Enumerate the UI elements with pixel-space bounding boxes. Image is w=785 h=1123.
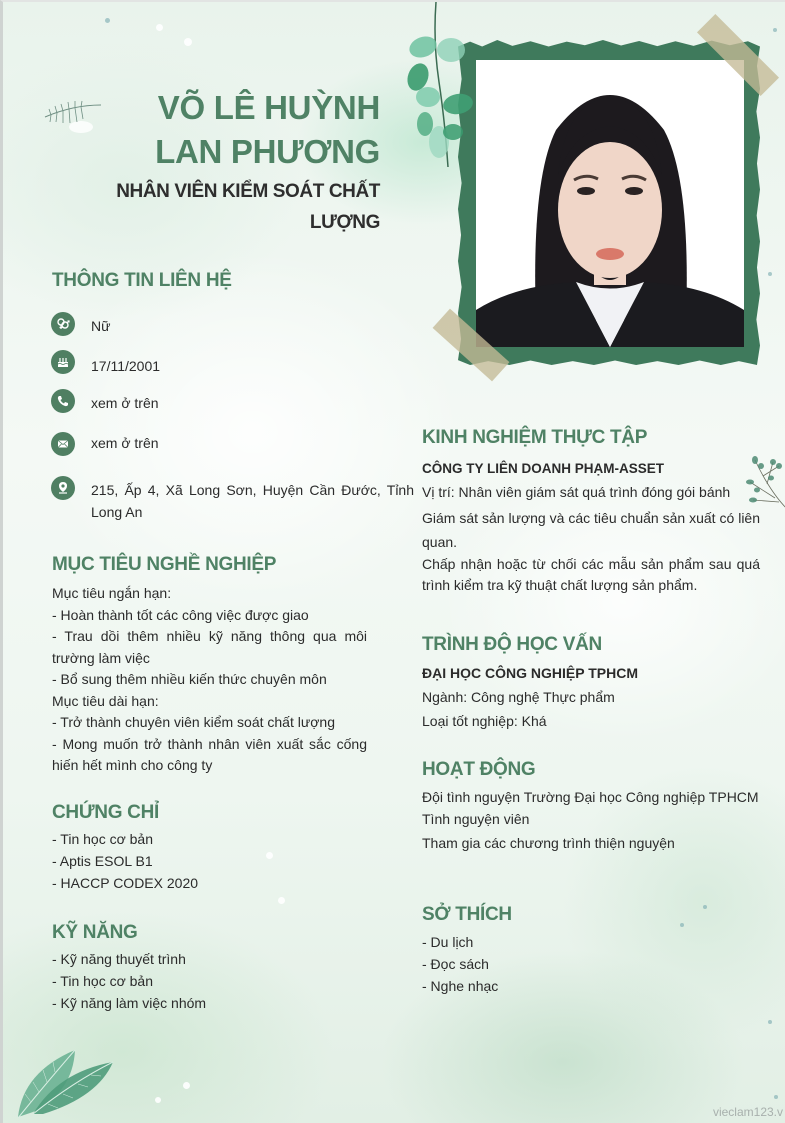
activity-line: Đội tình nguyện Trường Đại học Công nghiệp TPHCM [422, 789, 759, 805]
name-line-1: VÕ LÊ HUỲNH [157, 89, 380, 126]
skill-item: - Kỹ năng thuyết trình [52, 951, 186, 967]
decor-dot [680, 923, 684, 927]
job-title-line-2: LƯỢNG [309, 212, 380, 233]
decor-dot [703, 905, 707, 909]
fern-leaf-icon [43, 97, 103, 137]
activity-line: Tham gia các chương trình thiện nguyện [422, 835, 675, 851]
experience-line: Giám sát sản lượng và các tiêu chuẩn sản xuất có liên quan. [422, 509, 760, 550]
hobbies-title: SỞ THÍCH [422, 904, 512, 925]
activities-title: HOẠT ĐỘNG [422, 759, 536, 780]
hobbies-list [422, 931, 760, 997]
phone-value: xem ở trên [91, 395, 159, 411]
location-pin-icon [51, 476, 75, 500]
school-name: ĐẠI HỌC CÔNG NGHIỆP TPHCM [422, 665, 638, 681]
name-line-2: LAN PHƯƠNG [155, 133, 380, 170]
certificate-item: - Aptis ESOL B1 [52, 853, 153, 869]
birthday-cake-icon [51, 350, 75, 374]
skills-title: KỸ NĂNG [52, 922, 138, 943]
objective-line: Mục tiêu ngắn hạn: [52, 585, 172, 601]
education-body [422, 685, 760, 733]
watermark: vieclam123.v [712, 1105, 783, 1119]
birthday-value: 17/11/2001 [91, 358, 161, 374]
objective-title: MỤC TIÊU NGHỀ NGHIỆP [52, 554, 277, 575]
decor-dot [156, 24, 163, 31]
gender-value: Nữ [91, 318, 111, 334]
email-value: xem ở trên [91, 435, 159, 451]
contact-address [51, 476, 414, 523]
skill-item: - Kỹ năng làm việc nhóm [52, 995, 207, 1011]
contact-email [51, 432, 414, 456]
activity-line: Tình nguyện viên [422, 811, 530, 827]
objective-line: Mục tiêu dài hạn: [52, 692, 159, 709]
portrait-placeholder-icon [476, 60, 744, 347]
profile-photo [476, 60, 744, 347]
contact-title: THÔNG TIN LIÊN HỆ [52, 270, 232, 291]
certificate-item: - Tin học cơ bản [52, 831, 154, 847]
decor-dot [278, 897, 285, 904]
objective-line: - Bổ sung thêm nhiều kiến thức chuyên môn [52, 671, 327, 687]
certificate-item: - HACCP CODEX 2020 [52, 875, 199, 891]
skills-list [52, 948, 367, 1014]
contact-phone [51, 389, 414, 414]
education-line: Loại tốt nghiệp: Khá [422, 713, 547, 729]
decor-dot [768, 1020, 772, 1024]
certificates-list [52, 828, 367, 894]
experience-title: KINH NGHIỆM THỰC TẬP [422, 427, 648, 448]
objective-line: - Trau dồi thêm nhiều kỹ năng thông qua môi trường làm việc [52, 628, 367, 666]
decor-dot [105, 18, 110, 23]
hobby-item: - Nghe nhạc [422, 978, 499, 994]
certificates-title: CHỨNG CHỈ [52, 802, 160, 823]
decor-dot [768, 272, 772, 276]
full-name [155, 86, 380, 174]
objective-line: - Mong muốn trở thành nhân viên xuất sắc cống hiến hết mình cho công ty [52, 735, 367, 773]
experience-line: Vị trí: Nhân viên giám sát quá trình đóng gói bánh [422, 484, 731, 500]
plant-sprig-icon [745, 452, 785, 512]
education-line: Ngành: Công nghệ Thực phẩm [422, 689, 615, 705]
gender-icon [51, 312, 75, 336]
company-name: CÔNG TY LIÊN DOANH PHẠM-ASSET [422, 461, 665, 476]
objective-body [52, 583, 367, 777]
skill-item: - Tin học cơ bản [52, 973, 154, 989]
phone-icon [51, 389, 75, 413]
job-title-line-1: NHÂN VIÊN KIỂM SOÁT CHẤT [116, 181, 380, 202]
objective-line: - Hoàn thành tốt các công việc được giao [52, 606, 309, 623]
education-title: TRÌNH ĐỘ HỌC VẤN [422, 634, 602, 655]
contact-birthday [51, 350, 414, 377]
activities-body [422, 786, 760, 854]
contact-gender [51, 312, 414, 337]
address-value: 215, Ấp 4, Xã Long Sơn, Huyện Cần Đước, Tỉnh Long An [91, 482, 414, 520]
objective-line: - Trở thành chuyên viên kiểm soát chất lượng [52, 714, 335, 730]
hobby-item: - Đọc sách [422, 956, 489, 972]
decor-dot [184, 38, 192, 46]
hobby-item: - Du lịch [422, 934, 474, 950]
decor-dot [155, 1097, 161, 1103]
experience-line: Chấp nhận hoặc từ chối các mẫu sản phẩm sau quá trình kiểm tra kỹ thuật chất lượng sản phẩm. [422, 555, 760, 593]
leaves-decor-icon [13, 1042, 118, 1122]
decor-dot [774, 1095, 778, 1099]
eucalyptus-branch-icon [403, 2, 478, 172]
mail-icon [51, 432, 75, 456]
decor-dot [183, 1082, 190, 1089]
job-title [80, 176, 380, 238]
experience-body [422, 481, 760, 597]
decor-dot [773, 28, 777, 32]
